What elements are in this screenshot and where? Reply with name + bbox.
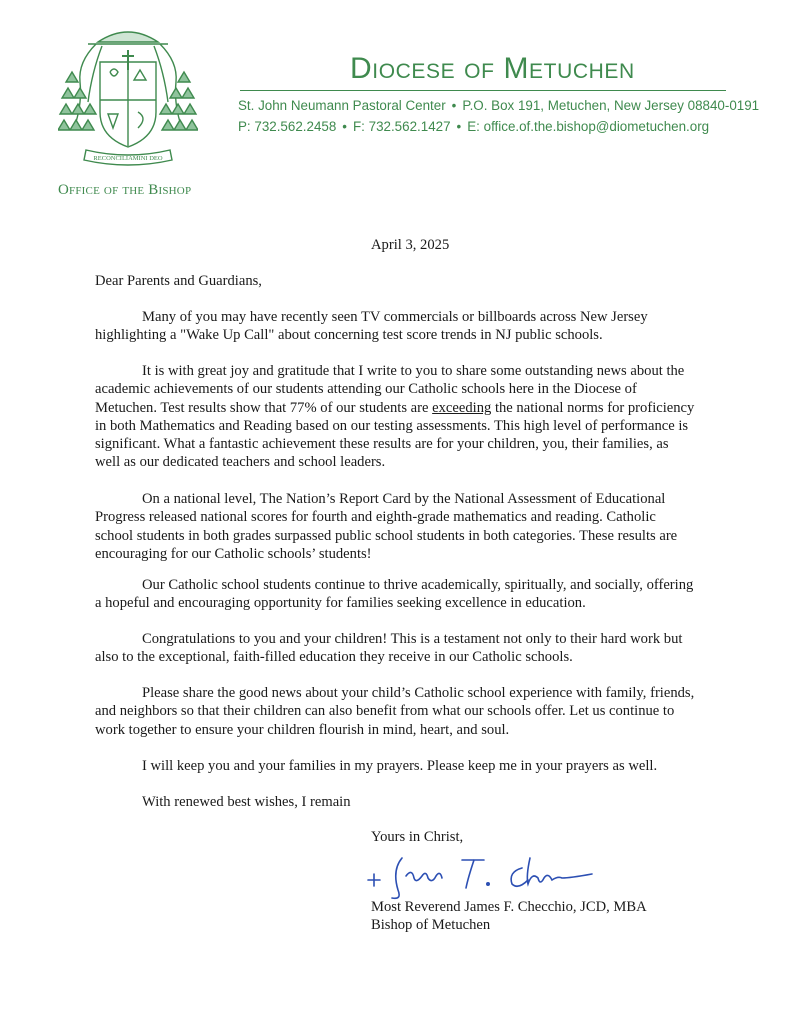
signer-title: Bishop of Metuchen [371,917,491,933]
office-of-the-bishop-label: Office of the Bishop [58,182,192,198]
paragraph-3: On a national level, The Nation’s Report Card by the National Assessment of Educational Progress released national scores for fourth and eighth-grade mathematics and reading. Catholic school students in both grades surpassed public school students in both categories. These results are encouraging for our Catholic schools’ students! [95,491,678,562]
paragraph-5: Congratulations to you and your children! This is a testament not only to their hard work but also to the exceptional, faith-filled education they receive in our Catholic schools. [95,631,683,666]
paragraph-2 [95,362,695,472]
email-address: E: office.of.the.bishop@diometuchen.org [467,119,710,134]
paragraph-7: I will keep you and your families in my prayers. Please keep me in your prayers as well. [142,758,658,774]
crest-motto: RECONCILIAMINI DEO [93,155,163,162]
underlined-word: exceeding [432,399,492,416]
paragraph-1: Many of you may have recently seen TV commercials or billboards across New Jersey highlighting a "Wake Up Call" about concerning test score trends in NJ public schools. [95,309,648,344]
paragraph-4: Our Catholic school students continue to thrive academically, spiritually, and socially, offering a hopeful and encouraging opportunity for families seeking excellence in education. [95,577,694,612]
address-line [238,98,759,113]
salutation: Dear Parents and Guardians, [95,273,262,289]
paragraph-8: With renewed best wishes, I remain [142,794,351,810]
contact-line [238,119,709,134]
closing: Yours in Christ, [371,829,464,845]
diocese-crest-logo [58,22,198,172]
address-po-box: P.O. Box 191, Metuchen, New Jersey 08840-0191 [462,98,760,113]
fax-number: F: 732.562.1427 [353,119,451,134]
address-center: St. John Neumann Pastoral Center [238,98,446,113]
handwritten-signature [362,850,612,900]
separator-dot: • [451,98,457,113]
header-rule [240,90,726,91]
paragraph-2-end: the national norms for proficiency in both Mathematics and Reading based on our testing assessments. This high level of performance is significant. What a fantastic achievement these results are for your children, you, their families, as well as our dedicated teachers and school leaders. [95,399,695,471]
separator-dot: • [456,119,462,134]
separator-dot: • [342,119,347,134]
phone-number: P: 732.562.2458 [238,119,337,134]
letter-date: April 3, 2025 [371,237,450,253]
paragraph-2-start: It is with great joy and gratitude that I write to you to share some outstanding news about the academic achievements of our students attending our Catholic schools here in the Diocese of Metuchen. Test results show that 77% of our students are [95,363,685,416]
signer-name: Most Reverend James F. Checchio, JCD, MBA [371,899,647,915]
diocese-name-heading: Diocese of Metuchen [350,52,635,85]
paragraph-6: Please share the good news about your child’s Catholic school experience with family, friends, and neighbors so that their children can also benefit from what our schools offer. Let us continue to work together to ensure your children flourish in mind, heart, and soul. [95,685,695,738]
